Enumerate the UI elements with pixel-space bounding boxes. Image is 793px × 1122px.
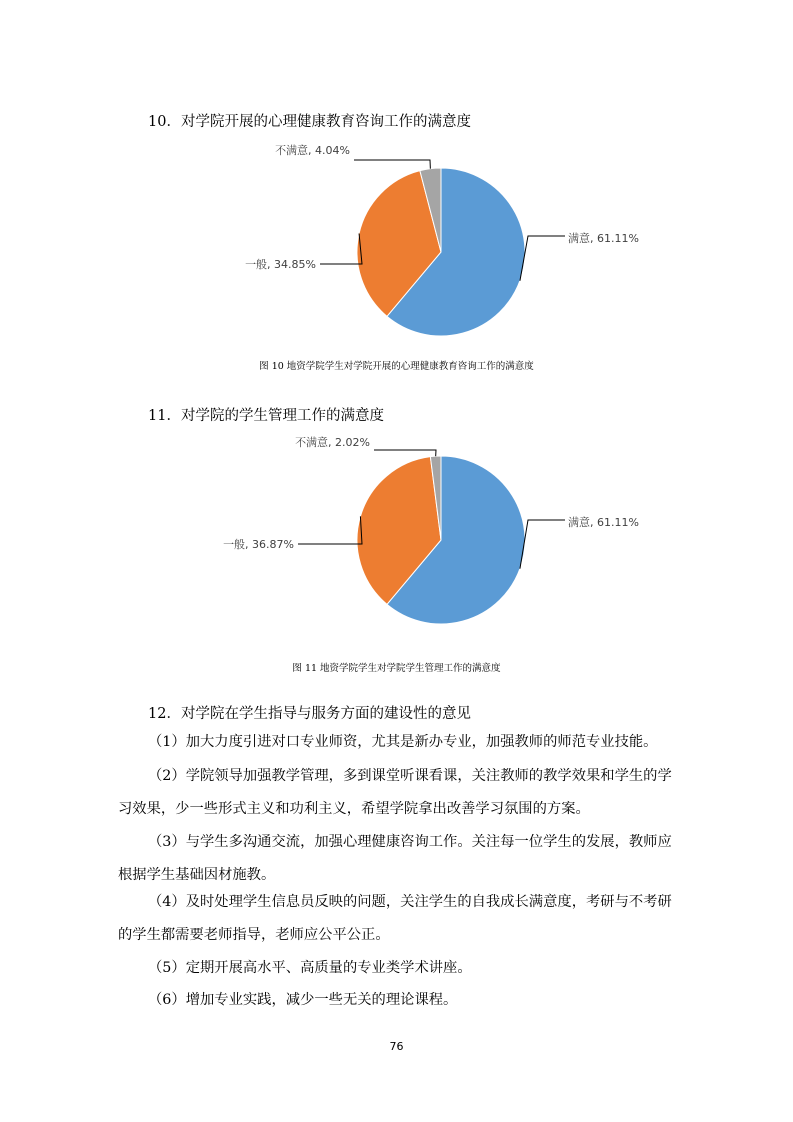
suggestion-item-4: （4）及时处理学生信息员反映的问题，关注学生的自我成长满意度，考研与不考研的学生都需要老师指导，老师应公平公正。 [118, 894, 672, 943]
page-number: 76 [389, 1040, 404, 1053]
pie-chart-11 [0, 428, 793, 638]
chart-11-heading: 11．对学院的学生管理工作的满意度 [148, 408, 384, 424]
suggestion-item-2: （2）学院领导加强教学管理，多到课堂听课看课，关注教师的教学效果和学生的学习效果，少一些形式主义和功利主义，希望学院拿出改善学习氛围的方案。 [118, 768, 672, 817]
data-label: 满意, 61.11% [568, 232, 639, 245]
chart-10-heading: 10．对学院开展的心理健康教育咨询工作的满意度 [148, 114, 471, 130]
data-label: 一般, 36.87% [223, 538, 294, 551]
chart-11-caption: 图 11 地资学院学生对学院学生管理工作的满意度 [292, 663, 501, 674]
leader-line [320, 233, 362, 264]
suggestion-item-3: （3）与学生多沟通交流，加强心理健康咨询工作。关注每一位学生的发展，教师应根据学生基础因材施教。 [118, 834, 672, 883]
leader-line [298, 516, 362, 544]
chart-10-caption: 图 10 地资学院学生对学院开展的心理健康教育咨询工作的满意度 [259, 361, 534, 372]
suggestion-item-5: （5）定期开展高水平、高质量的专业类学术讲座。 [148, 960, 472, 976]
leader-line [520, 236, 565, 281]
pie-chart-10 [0, 140, 793, 350]
suggestion-item-6: （6）增加专业实践，减少一些无关的理论课程。 [148, 992, 458, 1008]
leader-line [374, 450, 436, 456]
section-12-heading: 12．对学院在学生指导与服务方面的建设性的意见 [148, 706, 471, 722]
data-label: 不满意, 2.02% [295, 436, 370, 449]
leader-line [354, 160, 430, 169]
data-label: 不满意, 4.04% [275, 144, 350, 157]
suggestion-item-1: （1）加大力度引进对口专业师资，尤其是新办专业，加强教师的师范专业技能。 [148, 734, 658, 750]
data-label: 满意, 61.11% [568, 516, 639, 529]
data-label: 一般, 34.85% [245, 258, 316, 271]
leader-line [520, 520, 565, 569]
